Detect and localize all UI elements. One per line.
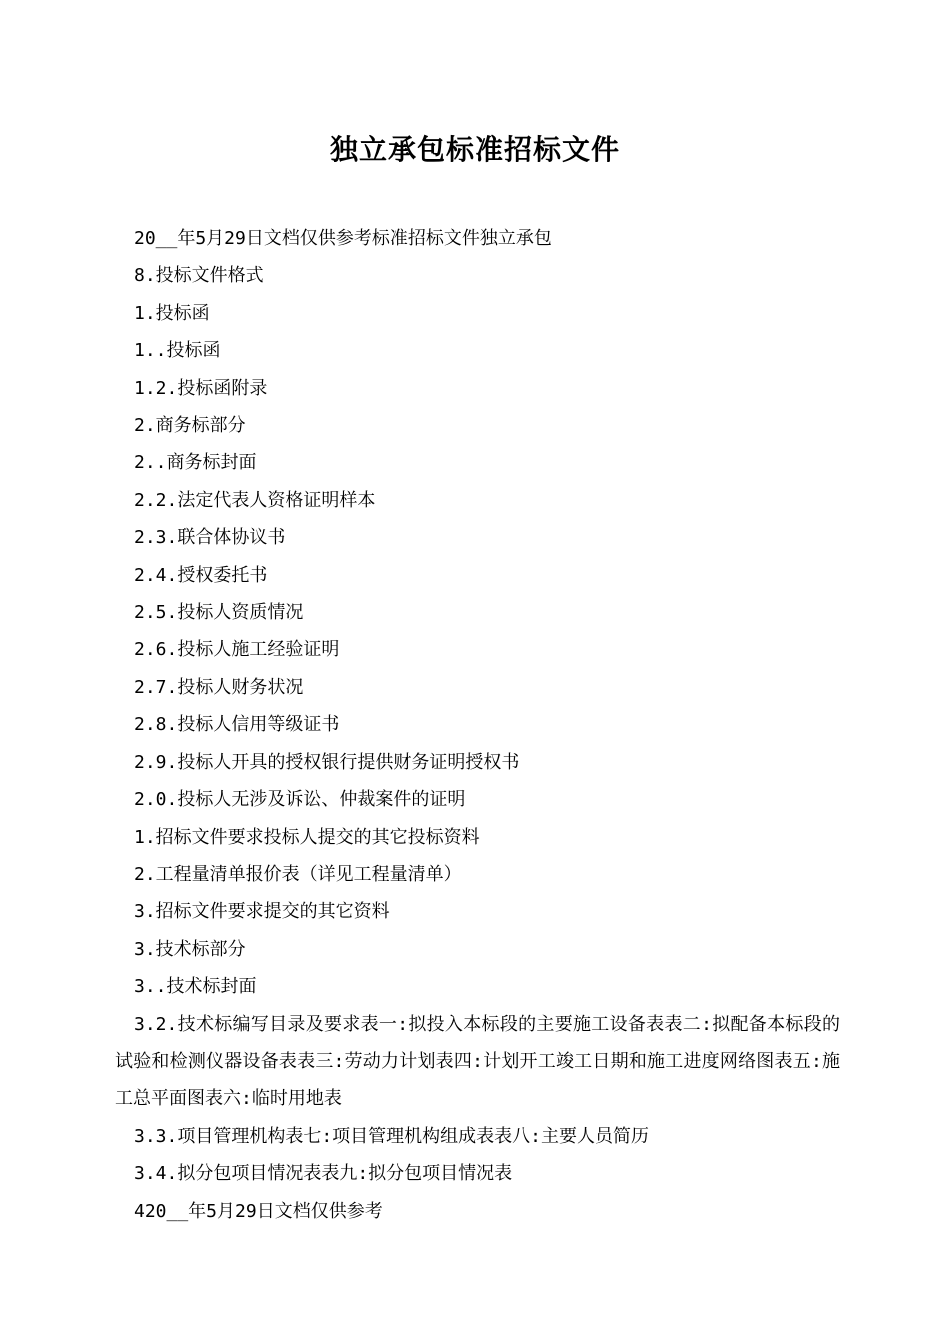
paragraph: 2.6.投标人施工经验证明 [134,639,340,661]
paragraph: 3.3.项目管理机构表七:项目管理机构组成表表八:主要人员简历 [134,1125,650,1147]
paragraph: 3.招标文件要求提交的其它资料 [134,901,390,923]
paragraph: 1..投标函 [134,340,221,362]
document-body [115,220,840,1230]
paragraph: 3.技术标部分 [134,938,246,960]
paragraph: 2.8.投标人信用等级证书 [134,714,340,736]
paragraph: 8.投标文件格式 [134,265,264,287]
paragraph: 2.4.授权委托书 [134,564,268,586]
paragraph: 2.7.投标人财务状况 [134,676,304,698]
paragraph: 2.商务标部分 [134,415,246,437]
paragraph: 2.工程量清单报价表（详见工程量清单） [134,863,462,885]
document-title: 独立承包标准招标文件 [329,133,620,166]
paragraph: 2.2.法定代表人资格证明样本 [134,489,376,511]
paragraph: 2.0.投标人无涉及诉讼、仲裁案件的证明 [134,789,466,811]
paragraph: 1.2.投标函附录 [134,377,268,399]
paragraph: 3.2.技术标编写目录及要求表一:拟投入本标段的主要施工设备表表二:拟配备本标段的试验和检测仪器设备表表三:劳动力计划表四:计划开工竣工日期和施工进度网络图表五:施工总平面图表六:临时用地表 [115,1013,840,1110]
paragraph: 2.3.联合体协议书 [134,527,286,549]
paragraph: 1.招标文件要求投标人提交的其它投标资料 [134,826,480,848]
paragraph: 3..技术标封面 [134,976,257,998]
paragraph: 2.9.投标人开具的授权银行提供财务证明授权书 [134,751,520,773]
paragraph: 3.4.拟分包项目情况表表九:拟分包项目情况表 [134,1163,513,1185]
paragraph: 1.投标函 [134,302,210,324]
paragraph: 420__年5月29日文档仅供参考 [134,1200,383,1222]
paragraph: 2..商务标封面 [134,452,257,474]
paragraph: 20__年5月29日文档仅供参考标准招标文件独立承包 [134,228,552,249]
paragraph: 2.5.投标人资质情况 [134,602,304,624]
